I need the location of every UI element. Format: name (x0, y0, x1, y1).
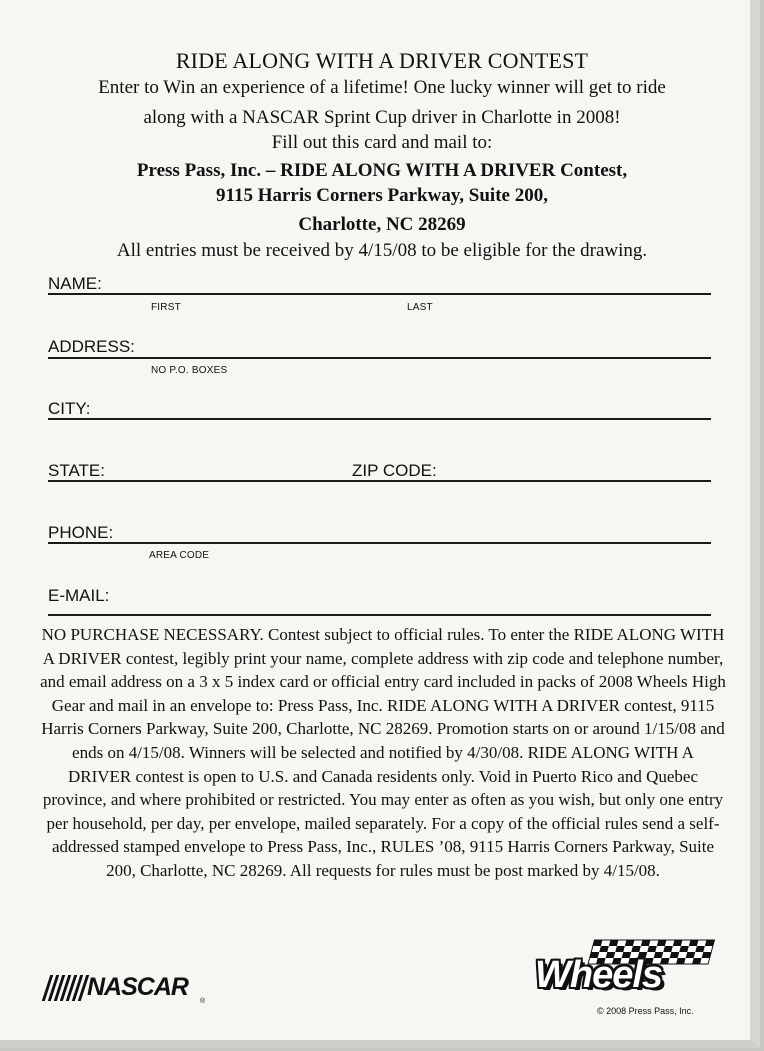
official-rules-text: NO PURCHASE NECESSARY. Contest subject to official rules. To enter the RIDE ALONG WITH A DRIVER contest, legibly print your name, complete address with zip code and telephone number, and email address on a 3 x 5 index card or official entry card included in packs of 2008 Wheels High Gear and mail in an envelope to: Press Pass, Inc. RIDE ALONG WITH A DRIVER contest, 9115 Harris Corners Parkway, Suite 200, Charlotte, NC 28269. Promotion starts on or around 1/15/08 and ends on 4/15/08. Winners will be selected and notified by 4/30/08. RIDE ALONG WITH A DRIVER contest is open to U.S. and Canada residents only. Void in Puerto Rico and Quebec province, and where prohibited or restricted. You may enter as often as you wish, but only one entry per household, per day, per envelope, mailed separately. For a copy of the official rules send a self-addressed stamped envelope to Press Pass, Inc., RULES ’08, 9115 Harris Corners Parkway, Suite 200, Charlotte, NC 28269. All requests for rules must be post marked by 4/15/08. (40, 625, 726, 880)
state-zip-field[interactable] (48, 480, 711, 482)
nascar-logo-text: NASCAR (87, 973, 188, 1001)
mailing-address-line-3: Charlotte, NC 28269 (298, 214, 466, 235)
city-label: CITY: (48, 399, 91, 418)
name-field[interactable] (48, 293, 711, 295)
address-label: ADDRESS: (48, 337, 135, 356)
contest-title: RIDE ALONG WITH A DRIVER CONTEST (175, 48, 589, 73)
address-field[interactable] (48, 357, 711, 359)
phone-field[interactable] (48, 542, 711, 544)
deadline-notice: All entries must be received by 4/15/08 to be eligible for the drawing. (116, 240, 648, 261)
no-po-boxes-caption: NO P.O. BOXES (151, 365, 228, 376)
state-label: STATE: (48, 461, 105, 480)
intro-line-1: Enter to Win an experience of a lifetime! One lucky winner will get to ride (98, 77, 666, 98)
mailing-address-line-1: Press Pass, Inc. – RIDE ALONG WITH A DRIVER Contest, (136, 160, 628, 181)
email-field[interactable] (48, 614, 711, 616)
copyright-notice: © 2008 Press Pass, Inc. (597, 1006, 694, 1016)
mailing-address-line-2: 9115 Harris Corners Parkway, Suite 200, (216, 185, 548, 206)
city-field[interactable] (48, 418, 711, 420)
name-label: NAME: (48, 274, 102, 293)
zip-code-label: ZIP CODE: (352, 461, 437, 480)
phone-label: PHONE: (48, 523, 114, 542)
nascar-logo (46, 973, 188, 1002)
last-name-caption: LAST (407, 302, 433, 313)
email-label: E-MAIL: (48, 586, 110, 605)
wheels-logo (535, 942, 715, 1002)
area-code-caption: AREA CODE (149, 550, 210, 561)
registered-mark: ® (200, 998, 206, 1005)
first-name-caption: FIRST (151, 302, 181, 313)
mail-instruction: Fill out this card and mail to: (271, 132, 493, 153)
nascar-stripes-icon (46, 975, 85, 1001)
intro-line-2: along with a NASCAR Sprint Cup driver in Charlotte in 2008! (143, 107, 621, 128)
wheels-logo-text: Wheels (535, 954, 663, 996)
